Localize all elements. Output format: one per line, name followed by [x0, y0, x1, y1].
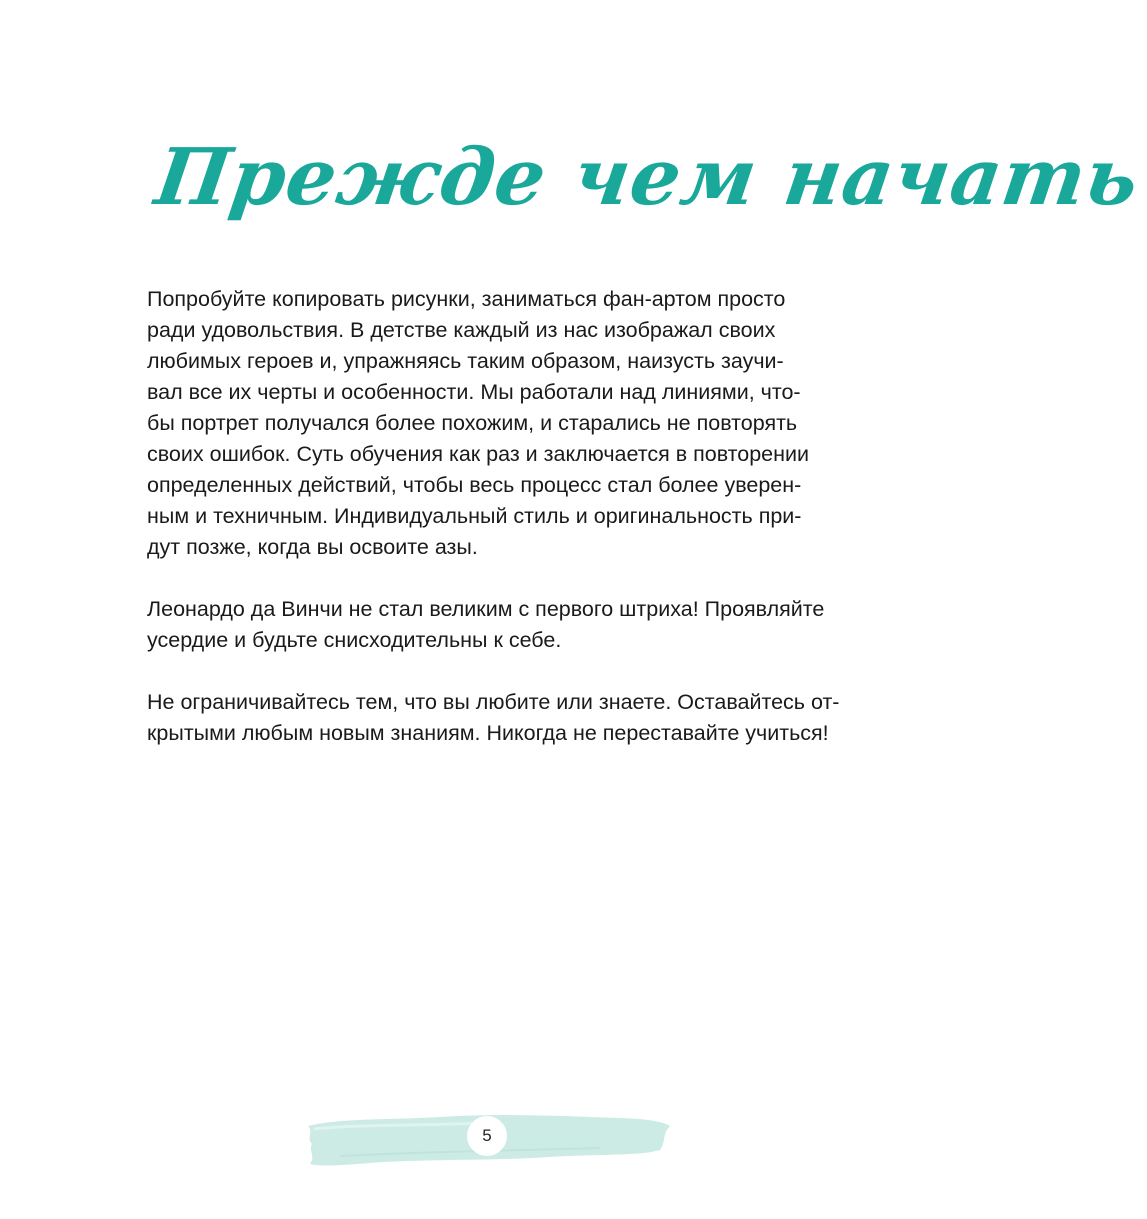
text-line: крытыми любым новым знаниям. Никогда не переставайте учиться! [147, 721, 829, 745]
text-line: Леонардо да Винчи не стал великим с первого штриха! Проявляйте [147, 597, 825, 621]
text-line: вал все их черты и особенности. Мы работали над линиями, что- [147, 380, 801, 404]
text-line: бы портрет получался более похожим, и старались не повторять [147, 411, 798, 435]
text-line: своих ошибок. Суть обучения как раз и заключается в повторении [147, 442, 810, 466]
text-line: Попробуйте копировать рисунки, заниматься фан-артом просто [147, 287, 786, 311]
page-number: 5 [467, 1116, 507, 1156]
text-line: определенных действий, чтобы весь процесс стал более уверен- [147, 473, 802, 497]
paragraph-3 [147, 687, 847, 749]
paragraph-1 [147, 284, 847, 563]
text-line: любимых героев и, упражняясь таким образом, наизусть заучи- [147, 349, 784, 373]
page-title: Прежде чем начать [150, 132, 1146, 223]
paragraph-2 [147, 594, 847, 656]
body-text [147, 284, 847, 780]
text-line: Не ограничивайтесь тем, что вы любите или знаете. Оставайтесь от- [147, 690, 840, 714]
text-line: ным и техничным. Индивидуальный стиль и оригинальность при- [147, 504, 802, 528]
text-line: ради удовольствия. В детстве каждый из нас изображал своих [147, 318, 776, 342]
text-line: дут позже, когда вы освоите азы. [147, 535, 478, 559]
text-line: усердие и будьте снисходительны к себе. [147, 628, 562, 652]
